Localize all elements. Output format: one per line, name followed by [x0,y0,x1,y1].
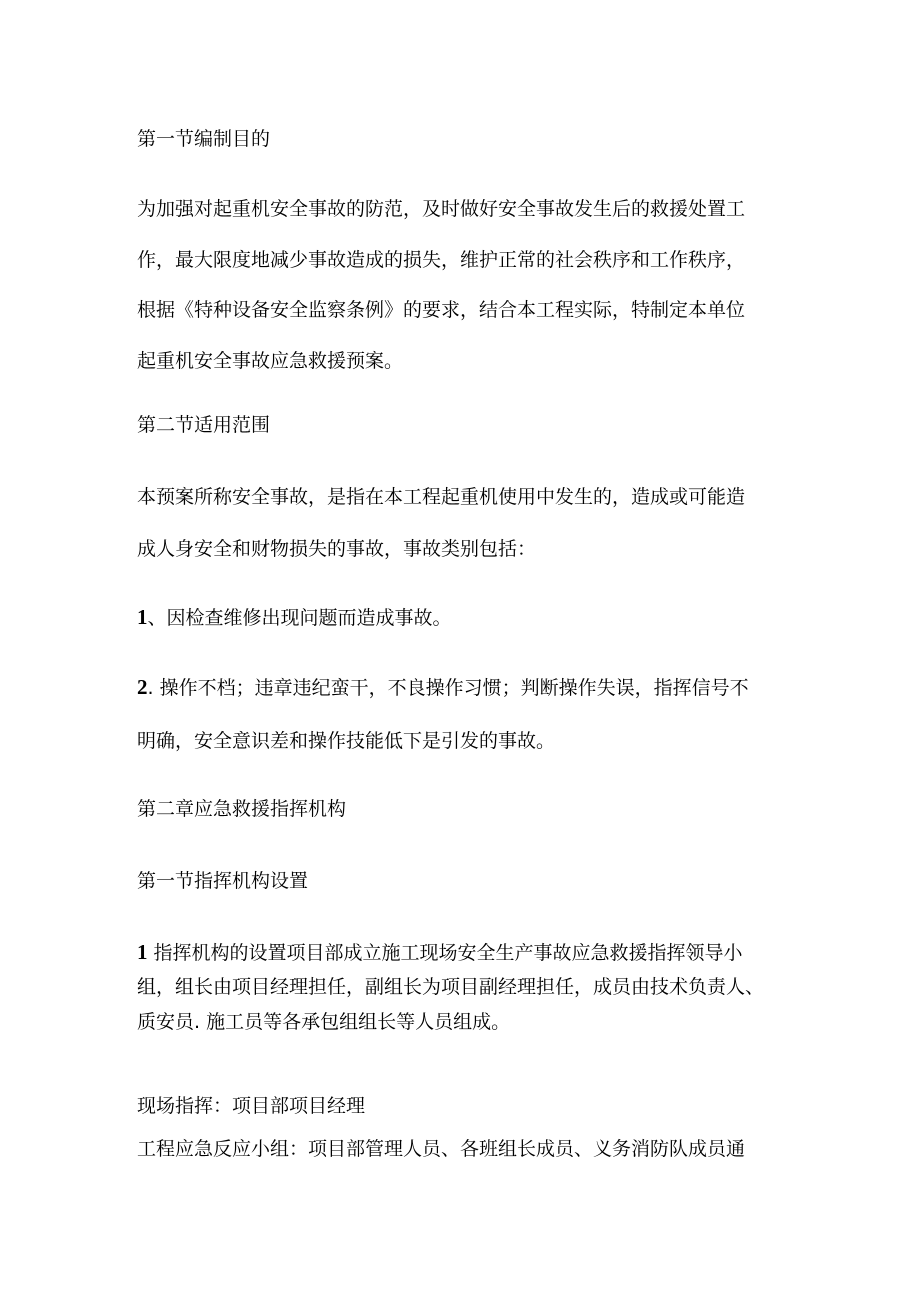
paragraph-line: 根据《特种设备安全监察条例》的要求，结合本工程实际，特制定本单位 [137,299,746,321]
section-heading-command: 第一节指挥机构设置 [137,870,309,892]
list-item-2 [137,674,797,754]
field-command-line: 现场指挥：项目部项目经理 [137,1095,366,1117]
paragraph-line: 作，最大限度地减少事故造成的损失，维护正常的社会秩序和工作秩序， [137,249,746,271]
list-item-line [137,674,797,700]
list-item-3 [137,939,797,1035]
list-item-line: 明确，安全意识差和操作技能低下是引发的事故。 [137,730,556,752]
list-item-line [137,939,797,965]
paragraph-line: 成人身安全和财物损失的事故，事故类别包括： [137,538,537,560]
list-item-1 [137,604,797,631]
paragraph-purpose [137,196,797,374]
paragraph-scope [137,484,797,562]
paragraph-line: 本预案所称安全事故，是指在本工程起重机使用中发生的，造成或可能造 [137,486,746,508]
list-item-line: 质安员. 施工员等各承包组组长等人员组成。 [137,1011,511,1033]
list-item-number: 1 [137,605,148,629]
list-item-text: . 操作不档；违章违纪蛮干，不良操作习惯；判断操作失误，指挥信号不 [147,677,749,699]
list-item-text: 、因检查维修出现问题而造成事故。 [147,607,452,629]
section-heading-purpose: 第一节编制目的 [137,128,271,150]
list-item-number: 2 [137,675,148,699]
paragraph-line: 起重机安全事故应急救援预案。 [137,350,404,372]
paragraph-line: 为加强对起重机安全事故的防范，及时做好安全事故发生后的救援处置工 [137,198,746,220]
response-team-line: 工程应急反应小组：项目部管理人员、各班组长成员、义务消防队成员通 [137,1138,746,1160]
section-heading-scope: 第二节适用范围 [137,414,271,436]
list-item-text: 指挥机构的设置项目部成立施工现场安全生产事故应急救援指挥领导小 [153,942,743,964]
list-item-number: 1 [137,940,148,964]
list-item-line: 组，组长由项目经理担任，副组长为项目副经理担任，成员由技术负责人、 [137,976,765,998]
chapter-heading: 第二章应急救援指挥机构 [137,798,347,820]
